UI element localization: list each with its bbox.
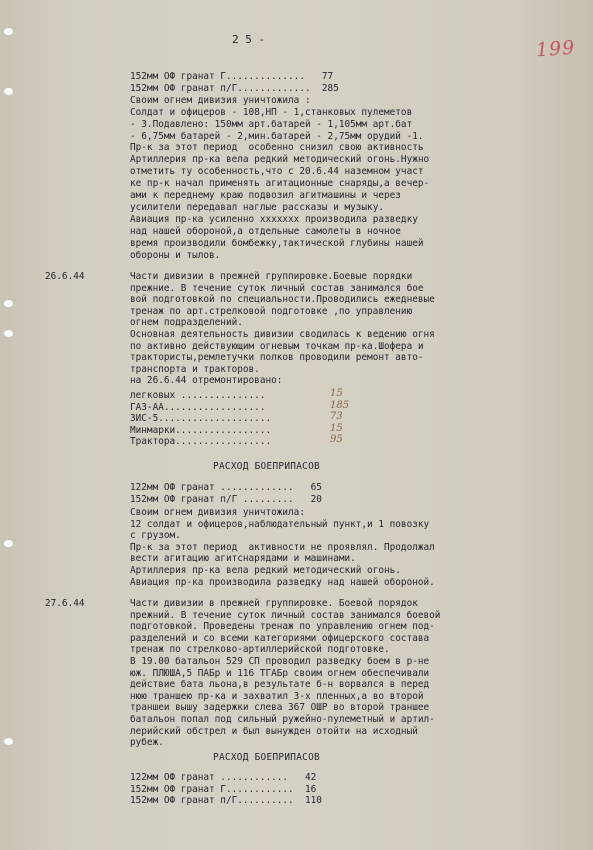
text-line: 152мм ОФ гранат п/Г............. 285 <box>130 82 339 94</box>
punch-hole <box>4 330 13 337</box>
text-line: 152мм ОФ гранат Г.............. 77 <box>130 71 334 82</box>
ammo-line: 122мм ОФ гранат ............ 42 <box>130 772 317 783</box>
punch-hole <box>4 540 13 547</box>
text-line: с грузом. <box>130 530 181 542</box>
text-line: тренаж по арт.стрелковой подготовке ,по управлению <box>130 305 413 317</box>
repair-item-value: 185 <box>330 399 350 411</box>
text-line: Пр-к за этот период особенно снизил свою активность <box>130 142 424 154</box>
text-line: вой подготовкой по специальности.Проводились ежедневые <box>130 294 435 306</box>
repair-item-value: 95 <box>330 434 343 446</box>
repair-item-name: ЗИС-5.................... <box>130 413 272 425</box>
section-heading: РАСХОД БОЕПРИПАСОВ <box>213 461 320 472</box>
text-line: разделений и со всеми категориями офицерского состава <box>130 632 430 644</box>
entry-date-2: 27.6.44 <box>45 598 85 609</box>
text-line: прежний. В течение суток личный состав занимался боевой <box>130 609 441 621</box>
ammo-line: 152мм ОФ гранат п/Г.......... 110 <box>130 795 322 807</box>
text-line: транспорта и тракторов. <box>130 363 260 375</box>
punch-hole <box>4 300 13 307</box>
text-line: вести агитацию агитснарядами и машинами. <box>130 553 356 565</box>
ammo-line: 152мм ОФ гранат Г............ 16 <box>130 783 317 795</box>
text-line: Артиллерия пр-ка вела редкий методический огонь.Нужно <box>130 154 430 166</box>
repair-item-value: 73 <box>330 411 343 423</box>
section-heading: РАСХОД БОЕПРИПАСОВ <box>213 752 320 763</box>
text-line: Части дивизии в прежней группировке.Боевые порядки <box>130 271 413 282</box>
repair-item-value: 15 <box>330 388 343 399</box>
text-line: время производили бомбежку,тактической глубины нашей <box>130 237 424 249</box>
text-line: Основная деятельность дивизии сводилась к ведению огня <box>130 329 435 340</box>
text-line: Авиация пр-ка производила разведку над нашей обороной. <box>130 576 435 588</box>
text-line: над нашей обороной,а отдельные самолеты в ночное <box>130 225 401 237</box>
text-line: трактористы,ремлетучки полков проводили ремонт авто- <box>130 352 424 364</box>
text-line: Солдат и офицеров - 108,НП - 1,станковых пулеметов <box>130 106 413 118</box>
text-line: усилители передавал наглые рассказы и музыку. <box>130 201 384 213</box>
text-line: нюю траншею пр-ка и захватил 3-х пленных,а во второй <box>130 690 424 702</box>
text-line: на 26.6.44 отремонтировано: <box>130 375 283 387</box>
text-line: - 6,75мм батарей - 2,мин.батарей - 2,75мм орудий -1. <box>130 130 424 142</box>
binding-fold <box>0 0 10 850</box>
text-line: подготовкой. Проведены тренаж по управлению огнем под- <box>130 621 435 633</box>
text-line: прежние. В течение суток личный состав занимался бое <box>130 282 424 294</box>
repair-item-name: легковых ............... <box>130 390 266 401</box>
text-line: действие бата льона,в результате б-н ворвался в перед <box>130 679 430 691</box>
text-line: тренаж по стрелково-артиллерийской подготовке. <box>130 644 390 656</box>
text-line: обороны и тылов. <box>130 249 221 261</box>
text-line: лерийский обстрел и был вынужден отойти на исходный <box>130 725 418 737</box>
text-line: батальон попал под сильный ружейно-пулеметный и артил- <box>130 714 435 725</box>
entry-date-1: 26.6.44 <box>45 271 85 282</box>
text-line: ами к переднему краю подвозил агитмашины и через <box>130 190 401 201</box>
repair-item-name: Минмарки................. <box>130 424 272 436</box>
punch-hole <box>4 738 13 745</box>
text-line: Артиллерия пр-ка вела редкий методический огонь. <box>130 565 401 576</box>
text-line: Пр-к за этот период активности не проявлял. Продолжал <box>130 541 435 553</box>
text-line: по активно действующим огневым точкам пр-ка.Шофера и <box>130 340 424 352</box>
text-line: отметить ту особенность,что с 20.6.44 наземном участ <box>130 166 424 178</box>
page-number: 2 5 - <box>232 33 266 46</box>
punch-hole <box>4 28 13 35</box>
text-line: юж. ПЛЮША,5 ПАБр и 116 ТГАБр своим огнем обеспечивали <box>130 667 430 679</box>
text-line: В 19.00 батальон 529 СП проводил разведку боем в р-не <box>130 656 430 667</box>
text-line: 12 солдат и офицеров,наблюдательный пункт,и 1 повозку <box>130 518 430 530</box>
text-line: - 3.Подавлено: 150мм арт.батарей - 1,105мм арт.бат <box>130 118 413 130</box>
ammo-line: 122мм ОФ гранат ............. 65 <box>130 482 322 493</box>
repair-item-value: 15 <box>330 422 343 434</box>
text-line: Авиация пр-ка усиленно ххххххх производила разведку <box>130 213 418 225</box>
archive-number: 199 <box>535 36 576 62</box>
text-line: Своим огнем дивизия уничтожила : <box>130 94 311 106</box>
repair-item-name: Трактора................. <box>130 436 272 448</box>
text-line: ке пр-к начал применять агитационные снаряды,а вечер- <box>130 178 430 190</box>
punch-hole <box>4 88 13 95</box>
text-line: Части дивизии в прежней группировке. Боевой порядок <box>130 598 418 609</box>
text-line: огнем подразделений. <box>130 317 243 329</box>
text-line: Своим огнем дивизия уничтожила: <box>130 507 305 518</box>
text-line: траншеи вышу задержки слева 367 ОШР во второй траншее <box>130 702 430 714</box>
text-line: рубеж. <box>130 737 164 749</box>
ammo-line: 152мм ОФ гранат п/Г ......... 20 <box>130 493 322 505</box>
repair-item-name: ГАЗ-АА.................. <box>130 401 266 413</box>
